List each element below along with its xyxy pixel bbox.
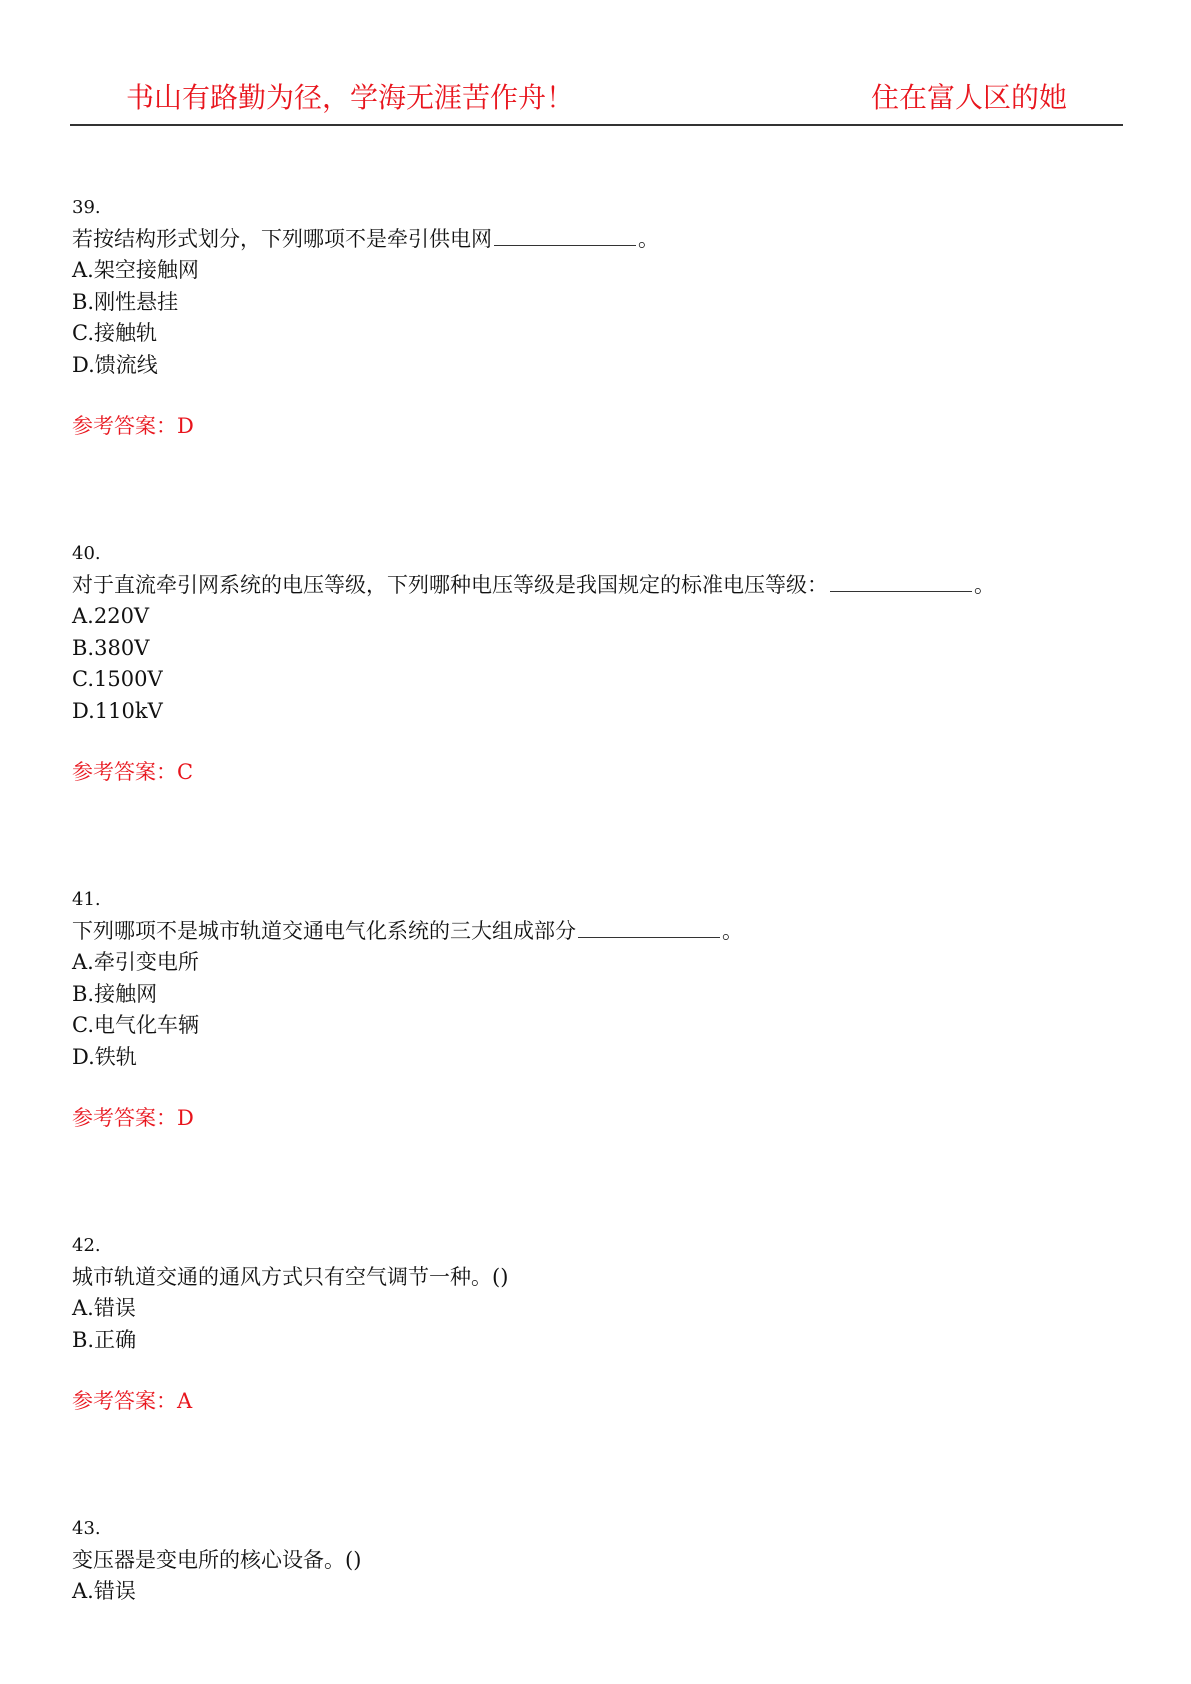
question-text: 对于直流牵引网系统的电压等级，下列哪种电压等级是我国规定的标准电压等级： 。 xyxy=(72,570,1122,602)
question-number: 42. xyxy=(72,1235,101,1256)
reference-answer: 参考答案：D xyxy=(72,414,194,438)
page-header xyxy=(70,72,1123,126)
question-number: 41. xyxy=(72,889,101,910)
question-text: 城市轨道交通的通风方式只有空气调节一种。() xyxy=(72,1264,509,1289)
option-a: A.架空接触网 xyxy=(72,258,199,282)
question-text: 变压器是变电所的核心设备。() xyxy=(72,1547,362,1572)
reference-answer: 参考答案：D xyxy=(72,1106,194,1130)
option-b: B.刚性悬挂 xyxy=(72,289,179,314)
question-number: 43. xyxy=(72,1518,101,1539)
answer-blank xyxy=(494,224,636,246)
option-c: C.接触轨 xyxy=(72,321,157,345)
answer-blank xyxy=(578,916,720,938)
header-motto: 书山有路勤为径，学海无涯苦作舟！ xyxy=(126,81,575,114)
option-a: A.牵引变电所 xyxy=(72,950,199,974)
option-b: B.正确 xyxy=(72,1327,137,1352)
question-41 xyxy=(72,884,1122,1135)
option-c: C.1500V xyxy=(72,667,163,691)
option-a: A.220V xyxy=(72,604,150,628)
option-d: D.铁轨 xyxy=(72,1044,137,1069)
question-number: 39. xyxy=(72,197,101,218)
option-d: D.馈流线 xyxy=(72,352,158,377)
option-c: C.电气化车辆 xyxy=(72,1013,199,1037)
option-b: B.接触网 xyxy=(72,981,158,1006)
option-b: B.380V xyxy=(72,635,150,660)
question-number: 40. xyxy=(72,543,101,564)
question-39 xyxy=(72,192,1122,443)
question-text: 若按结构形式划分，下列哪项不是牵引供电网 。 xyxy=(72,224,1122,256)
option-a: A.错误 xyxy=(72,1296,136,1320)
question-40 xyxy=(72,538,1122,789)
option-a: A.错误 xyxy=(72,1579,136,1603)
option-d: D.110kV xyxy=(72,698,163,723)
question-42 xyxy=(72,1230,1122,1418)
answer-blank xyxy=(830,570,972,592)
reference-answer: 参考答案：A xyxy=(72,1389,193,1413)
question-text: 下列哪项不是城市轨道交通电气化系统的三大组成部分 。 xyxy=(72,916,1122,948)
question-43 xyxy=(72,1513,1122,1608)
header-author: 住在富人区的她 xyxy=(870,81,1067,114)
reference-answer: 参考答案：C xyxy=(72,760,194,784)
